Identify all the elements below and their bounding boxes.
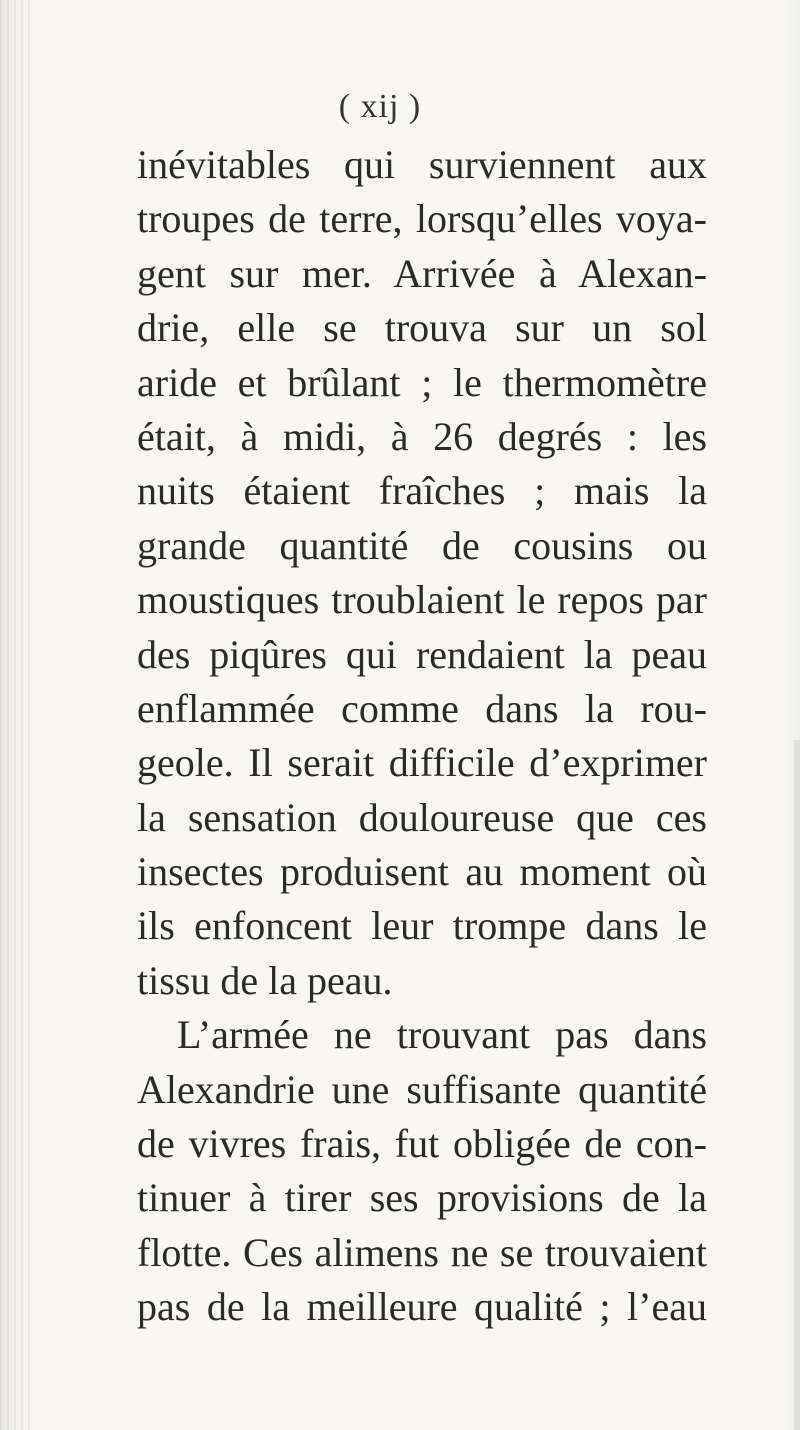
text-line: grande quantité de cousins ou [137, 522, 707, 568]
text-line: Alexandrie une suffisante quantité [137, 1066, 707, 1112]
page-edge-shadow [794, 740, 800, 1430]
text-line: flotte. Ces alimens ne se trouvaient [137, 1229, 707, 1275]
text-line: était, à midi, à 26 degrés : les [137, 413, 707, 459]
text-line: la sensation douloureuse que ces [137, 794, 707, 840]
text-line: aride et brûlant ; le thermomètre [137, 359, 707, 405]
text-line: enflammée comme dans la rou- [137, 685, 707, 731]
text-line: tinuer à tirer ses provisions de la [137, 1175, 707, 1221]
text-line: gent sur mer. Arrivée à Alexan- [137, 250, 707, 296]
text-line: pas de la meilleure qualité ; l’eau [137, 1284, 707, 1330]
text-line: insectes produisent au moment où [137, 849, 707, 895]
paragraph-start-line: L’armée ne trouvant pas dans [177, 1012, 707, 1058]
page-number: ( xij ) [338, 88, 422, 125]
text-line: troupes de terre, lorsqu’elles voya- [137, 196, 707, 242]
text-line: inévitables qui surviennent aux [137, 142, 707, 187]
text-line: de vivres frais, fut obligée de con- [137, 1121, 707, 1167]
paragraph-end-line: tissu de la peau. [137, 957, 393, 1003]
text-line: geole. Il serait difficile d’exprimer [137, 740, 707, 786]
binding-edge [0, 0, 34, 1430]
text-line: nuits étaient fraîches ; mais la [137, 468, 707, 514]
text-line: moustiques troublaient le repos par [137, 577, 707, 623]
body-text [137, 138, 707, 1335]
text-line: des piqûres qui rendaient la peau [137, 631, 707, 677]
text-line: ils enfoncent leur trompe dans le [137, 903, 707, 949]
text-line: drie, elle se trouva sur un sol [137, 305, 707, 351]
